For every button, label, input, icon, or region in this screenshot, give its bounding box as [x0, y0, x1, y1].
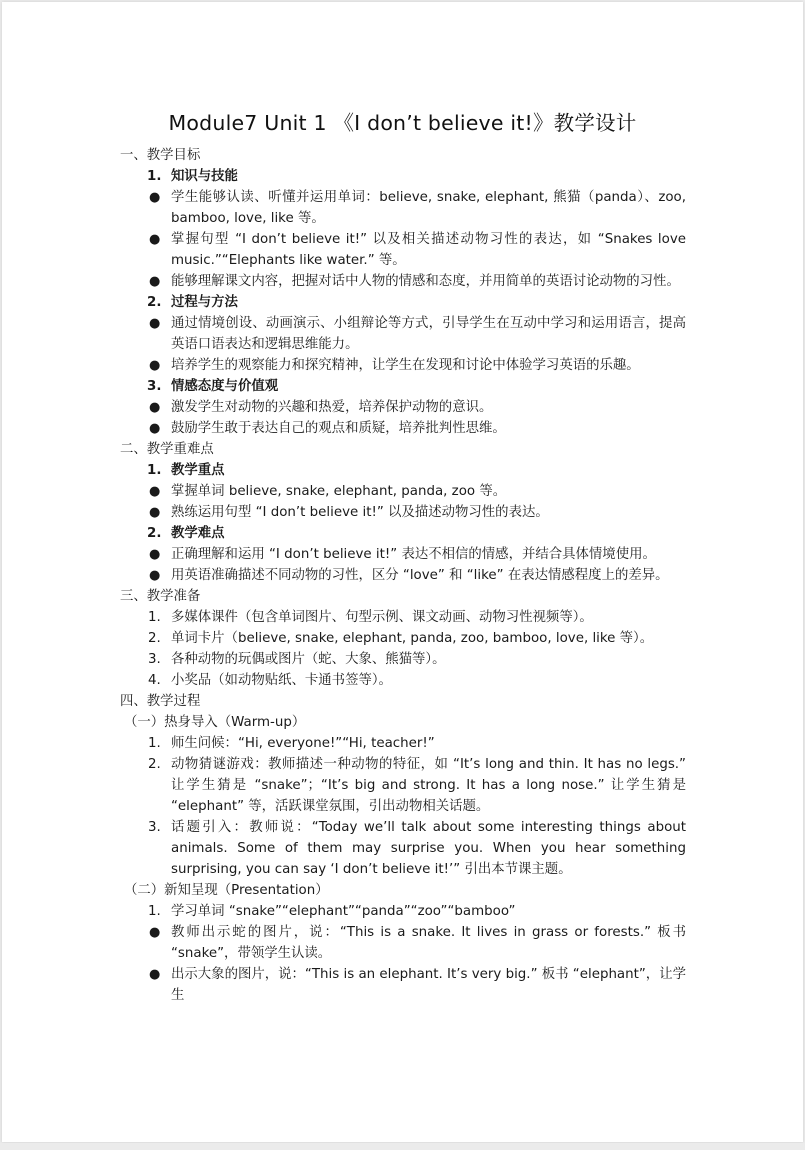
list-item-number: 1. — [148, 904, 161, 919]
list-item-text: 掌握句型 “I don’t believe it!” 以及相关描述动物习性的表达，如 “Snakes love music.”“Elephants like water.” 等。 — [171, 232, 686, 268]
subheading-difficult-points — [120, 523, 686, 544]
list-item — [120, 502, 686, 523]
list-item-text: 多媒体课件（包含单词图片、句型示例、课文动画、动物习性视频等）。 — [171, 610, 593, 625]
bullet-icon: ● — [149, 967, 161, 982]
list-item-text: 用英语准确描述不同动物的习性，区分 “love” 和 “like” 在表达情感程度上的差异。 — [171, 568, 669, 583]
list-item-text: 培养学生的观察能力和探究精神，让学生在发现和讨论中体验学习英语的乐趣。 — [171, 358, 640, 373]
bullet-icon: ● — [149, 484, 161, 499]
bullet-icon: ● — [149, 400, 161, 415]
list-item-number: 1. — [148, 736, 161, 751]
list-item-number: 3. — [148, 820, 161, 835]
subheading-label: 过程与方法 — [171, 295, 238, 310]
page-bottom-margin — [0, 1143, 805, 1150]
list-item — [120, 187, 686, 229]
list-item-text: 学习单词 “snake”“elephant”“panda”“zoo”“bamboo” — [171, 904, 516, 919]
list-item — [120, 649, 686, 670]
list-item — [120, 418, 686, 439]
list-item-text: 小奖品（如动物贴纸、卡通书签等）。 — [171, 673, 392, 688]
list-item — [120, 481, 686, 502]
list-item — [120, 670, 686, 691]
bullet-icon: ● — [149, 274, 161, 289]
list-item-text: 熟练运用句型 “I don’t believe it!” 以及描述动物习性的表达。 — [171, 505, 549, 520]
list-item-text: 鼓励学生敢于表达自己的观点和质疑，培养批判性思维。 — [171, 421, 506, 436]
subheading-emotions-values — [120, 376, 686, 397]
section-heading-key-difficult: 二、教学重难点 — [120, 442, 214, 457]
section-heading-process: 四、教学过程 — [120, 694, 201, 709]
subsection-heading-warmup: （一）热身导入（Warm-up） — [124, 715, 306, 730]
document-title: Module7 Unit 1 《I don’t believe it!》教学设计 — [168, 111, 637, 135]
list-item-number: 4. — [148, 673, 161, 688]
list-item — [120, 397, 686, 418]
subheading-process-methods — [120, 292, 686, 313]
section-heading-preparation: 三、教学准备 — [120, 589, 201, 604]
bullet-icon: ● — [149, 316, 161, 331]
list-item-text: 单词卡片（believe, snake, elephant, panda, zoo, bamboo, love, like 等）。 — [171, 631, 654, 646]
subheading-label: 知识与技能 — [171, 169, 238, 184]
bullet-icon: ● — [149, 568, 161, 583]
list-item-number: 3. — [148, 652, 161, 667]
list-item — [120, 313, 686, 355]
list-item — [120, 229, 686, 271]
list-item-number: 1. — [148, 610, 161, 625]
bullet-icon: ● — [149, 232, 161, 247]
list-item — [120, 817, 686, 880]
list-item — [120, 565, 686, 586]
list-item — [120, 271, 686, 292]
list-item — [120, 544, 686, 565]
list-item — [120, 754, 686, 817]
list-item-text: 出示大象的图片，说：“This is an elephant. It’s very big.” 板书 “elephant”，让学生 — [171, 967, 686, 1003]
list-item-text: 师生问候：“Hi, everyone!”“Hi, teacher!” — [171, 736, 435, 751]
document-body — [120, 145, 686, 1006]
list-item — [120, 355, 686, 376]
section-heading-objectives: 一、教学目标 — [120, 148, 201, 163]
subheading-number: 3. — [147, 379, 162, 394]
list-item-text: 通过情境创设、动画演示、小组辩论等方式，引导学生在互动中学习和运用语言，提高英语口语表达和逻辑思维能力。 — [171, 316, 686, 352]
subheading-number: 1. — [147, 169, 162, 184]
bullet-icon: ● — [149, 547, 161, 562]
list-item-text: 学生能够认读、听懂并运用单词：believe, snake, elephant, 熊猫（panda）、zoo, bamboo, love, like 等。 — [171, 190, 686, 226]
bullet-icon: ● — [149, 421, 161, 436]
subheading-number: 2. — [147, 295, 162, 310]
subheading-label: 教学难点 — [171, 526, 225, 541]
list-item-text: 各种动物的玩偶或图片（蛇、大象、熊猫等）。 — [171, 652, 446, 667]
bullet-icon: ● — [149, 925, 161, 940]
list-item — [120, 901, 686, 922]
list-item-text: 话题引入：教师说：“Today we’ll talk about some interesting things about animals. Some of them may surprise you. When you hear something surprising, you can say ‘I don’t believe it!’” 引出本节课主题。 — [171, 820, 686, 877]
subheading-number: 2. — [147, 526, 162, 541]
list-item — [120, 964, 686, 1006]
list-item-text: 动物猜谜游戏：教师描述一种动物的特征，如 “It’s long and thin. It has no legs.” 让学生猜是 “snake”；“It’s big and strong. It has a long nose.” 让学生猜是 “elephant” 等，活跃课堂氛围，引出动物相关话题。 — [171, 757, 686, 814]
list-item-number: 2. — [148, 631, 161, 646]
subheading-number: 1. — [147, 463, 162, 478]
list-item-text: 掌握单词 believe, snake, elephant, panda, zoo 等。 — [171, 484, 507, 499]
subsection-heading-presentation: （二）新知呈现（Presentation） — [124, 883, 329, 898]
subheading-key-points — [120, 460, 686, 481]
list-item-text: 正确理解和运用 “I don’t believe it!” 表达不相信的情感，并结合具体情境使用。 — [171, 547, 656, 562]
bullet-icon: ● — [149, 190, 161, 205]
list-item — [120, 922, 686, 964]
list-item-text: 激发学生对动物的兴趣和热爱，培养保护动物的意识。 — [171, 400, 493, 415]
subheading-label: 教学重点 — [171, 463, 225, 478]
subheading-label: 情感态度与价值观 — [171, 379, 279, 394]
list-item-number: 2. — [148, 757, 161, 772]
list-item — [120, 733, 686, 754]
list-item — [120, 607, 686, 628]
list-item — [120, 628, 686, 649]
bullet-icon: ● — [149, 505, 161, 520]
list-item-text: 教师出示蛇的图片，说：“This is a snake. It lives in grass or forests.” 板书 “snake”，带领学生认读。 — [171, 925, 686, 961]
subheading-knowledge-skills — [120, 166, 686, 187]
list-item-text: 能够理解课文内容，把握对话中人物的情感和态度，并用简单的英语讨论动物的习性。 — [171, 274, 680, 289]
bullet-icon: ● — [149, 358, 161, 373]
